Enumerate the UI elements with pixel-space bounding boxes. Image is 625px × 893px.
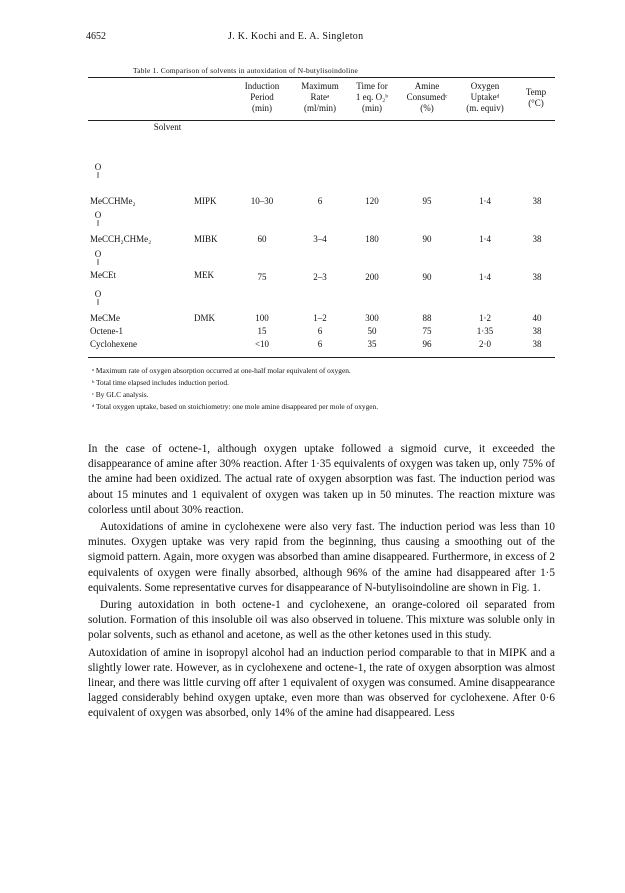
header-bottom-rule bbox=[88, 120, 555, 121]
header-oxygen: Oxygen Uptakeᵈ (m. equiv) bbox=[466, 81, 504, 113]
paragraph: In the case of octene-1, although oxygen uptake followed a sigmoid curve, it exceeded the disappearance of amine after 30% reaction. After 1·35 equivalents of oxygen was taken up, only 75% of the amine had been oxidized. The actual rate of oxygen absorption was fast. The induction period was about 15 minutes and 1 equivalent of oxygen was taken up in 50 minutes. The reaction mixture was colorless until about 30% reaction. bbox=[88, 443, 555, 516]
header-solvent: Solvent bbox=[153, 122, 182, 132]
table-caption: Table 1. Comparison of solvents in autoxidation of N-butylisoindoline bbox=[133, 66, 359, 75]
oxygen-value: 1·2 bbox=[479, 313, 491, 323]
solvent-abbr: MEK bbox=[194, 270, 214, 280]
rate-value: 6 bbox=[317, 196, 323, 206]
paragraph: Autoxidation of amine in isopropyl alcohol had an induction period comparable to that in MIPK and a slightly lower rate. However, as in cyclohexene and octene-1, the rate of oxygen absorption was almost linear, and there was little curving off after 1 equivalent of oxygen was consumed. Amine disappearance lagged considerably behind oxygen uptake, even more than was observed for cyclohexene. After 0·6 equivalent of oxygen was absorbed, only 14% of the amine had disappeared. Less bbox=[88, 646, 555, 720]
paragraph: Autoxidations of amine in cyclohexene were also very fast. The induction period was less than 10 minutes. Oxygen uptake was very rapid from the beginning, thus causing a smoothing out of the sigmoid pattern. Again, more oxygen was absorbed than amine disappeared. Furthermore, in excess of 2 equivalents of oxygen were finally absorbed, although 96% of the amine had disappeared after 1·5 equivalents. Some representative curves for disappearance of N-butylisoindoline are shown in Fig. 1. bbox=[88, 521, 555, 594]
temp-value: 38 bbox=[532, 272, 542, 282]
time-value: 35 bbox=[367, 339, 377, 349]
amine-value: 96 bbox=[422, 339, 432, 349]
temp-value: 40 bbox=[532, 313, 542, 323]
oxygen-value: 1·4 bbox=[479, 234, 491, 244]
page-number: 4652 bbox=[86, 31, 106, 42]
table-bottom-rule bbox=[88, 357, 555, 358]
time-value: 300 bbox=[365, 313, 379, 323]
solvent-formula: Cyclohexene bbox=[90, 339, 137, 349]
rate-value: 6 bbox=[317, 326, 323, 336]
induction-value: 15 bbox=[257, 326, 267, 336]
footnote: ᵈ Total oxygen uptake, based on stoichiometry: one mole amine disappeared per mole of oxygen. bbox=[92, 402, 379, 411]
amine-value: 95 bbox=[422, 196, 432, 206]
header-induction: Induction Period (min) bbox=[244, 81, 280, 113]
running-head: J. K. Kochi and E. A. Singleton bbox=[228, 31, 364, 42]
rate-value: 6 bbox=[317, 339, 323, 349]
header-max-rate: Maximum Rateᵃ (ml/min) bbox=[301, 81, 339, 113]
rate-value: 1–2 bbox=[313, 313, 327, 323]
table-top-rule bbox=[88, 77, 555, 78]
amine-value: 88 bbox=[422, 313, 432, 323]
temp-value: 38 bbox=[532, 234, 542, 244]
oxygen-value: 1·35 bbox=[476, 326, 494, 336]
solvent-formula: MeCMe bbox=[90, 313, 120, 323]
solvent-formula: MeCEt bbox=[90, 270, 116, 280]
header-temp: Temp (°C) bbox=[525, 87, 547, 108]
solvent-abbr: DMK bbox=[194, 313, 216, 323]
carbonyl-structure-mipk: O ‖ bbox=[94, 162, 102, 180]
time-value: 120 bbox=[365, 196, 379, 206]
solvent-abbr: MIBK bbox=[194, 234, 218, 244]
rate-value: 3–4 bbox=[313, 234, 327, 244]
amine-value: 90 bbox=[422, 272, 432, 282]
header-amine: Amine Consumedᶜ (%) bbox=[406, 81, 448, 113]
temp-value: 38 bbox=[532, 339, 542, 349]
induction-value: 10–30 bbox=[250, 196, 274, 206]
time-value: 200 bbox=[365, 272, 379, 282]
solvent-formula: Octene-1 bbox=[90, 326, 123, 336]
induction-value: <10 bbox=[254, 339, 270, 349]
carbonyl-structure-dmk: O ‖ bbox=[94, 289, 102, 307]
comparison-table bbox=[0, 0, 625, 360]
temp-value: 38 bbox=[532, 196, 542, 206]
time-value: 180 bbox=[365, 234, 379, 244]
solvent-formula: MeCCHMe₂ bbox=[90, 196, 136, 206]
carbonyl-structure-mibk: O ‖ bbox=[94, 210, 102, 228]
carbonyl-structure-mek: O ‖ bbox=[94, 249, 102, 267]
oxygen-value: 2·0 bbox=[479, 339, 491, 349]
footnote: ᶜ By GLC analysis. bbox=[92, 390, 149, 399]
oxygen-value: 1·4 bbox=[479, 272, 491, 282]
solvent-formula: MeCCH₂CHMe₂ bbox=[90, 234, 152, 244]
footnote: ᵃ Maximum rate of oxygen absorption occurred at one-half molar equivalent of oxygen. bbox=[92, 366, 351, 375]
oxygen-value: 1·4 bbox=[479, 196, 491, 206]
paragraph: During autoxidation in both octene-1 and cyclohexene, an orange-colored oil separated from solution. Formation of this insoluble oil was also observed in toluene. This mixture was soluble only in polar solvents, such as ethanol and acetone, as well as the other ketones used in this study. bbox=[88, 599, 555, 642]
table-footnotes bbox=[92, 365, 562, 413]
footnote: ᵇ Total time elapsed includes induction period. bbox=[92, 378, 229, 387]
time-value: 50 bbox=[367, 326, 377, 336]
rate-value: 2–3 bbox=[313, 272, 327, 282]
temp-value: 38 bbox=[532, 326, 542, 336]
induction-value: 60 bbox=[257, 234, 267, 244]
amine-value: 75 bbox=[422, 326, 432, 336]
amine-value: 90 bbox=[422, 234, 432, 244]
induction-value: 100 bbox=[255, 313, 269, 323]
solvent-abbr: MIPK bbox=[194, 196, 217, 206]
induction-value: 75 bbox=[257, 272, 267, 282]
header-time-eq: Time for 1 eq. O₂ᵇ (min) bbox=[355, 81, 389, 113]
body-text bbox=[88, 442, 555, 724]
